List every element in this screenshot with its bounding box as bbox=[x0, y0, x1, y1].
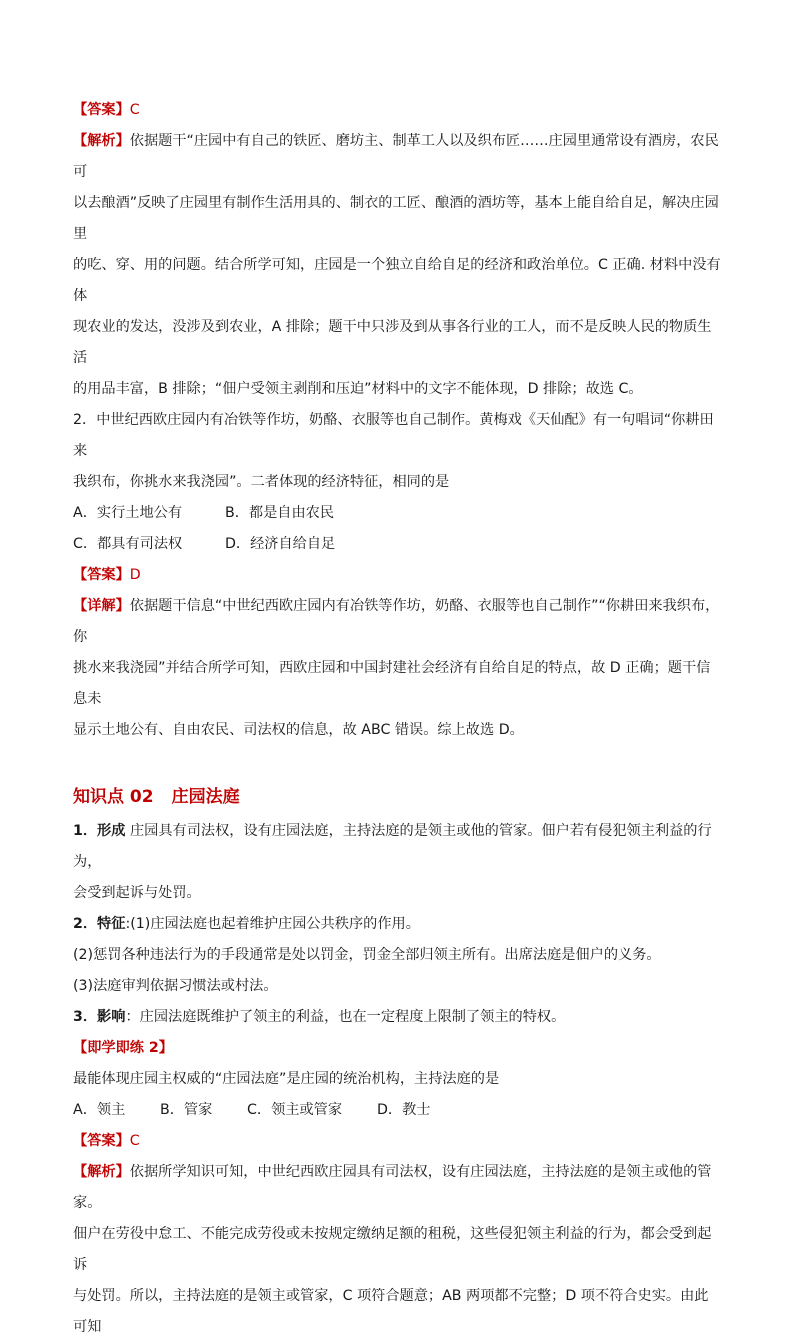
practice-tag: 【即学即练 2】 bbox=[73, 1040, 173, 1056]
practice-answer bbox=[73, 1126, 721, 1157]
point-1-label: 1．形成 bbox=[73, 823, 126, 839]
practice-option-b: B．管家 bbox=[160, 1102, 213, 1118]
q2-options-row-2 bbox=[73, 529, 721, 560]
analysis-text: 依据所学知识可知，中世纪西欧庄园具有司法权，设有庄园法庭，主持法庭的是领主或他的管家。 bbox=[73, 1164, 712, 1211]
q1-analysis-line-4: 现农业的发达，没涉及到农业，A 排除；题干中只涉及到从事各行业的工人，而不是反映人民的物质生活 bbox=[73, 319, 712, 366]
q2-option-b: B．都是自由农民 bbox=[225, 505, 335, 521]
q2-answer bbox=[73, 560, 721, 591]
answer-tag: 【答案】 bbox=[73, 567, 130, 583]
answer-tag: 【答案】 bbox=[73, 1133, 130, 1149]
point-1-text: 庄园具有司法权，设有庄园法庭，主持法庭的是领主或他的管家。佃户若有侵犯领主利益的行为， bbox=[73, 823, 712, 870]
point-3-text: ：庄园法庭既维护了领主的利益，也在一定程度上限制了领主的特权。 bbox=[125, 1009, 566, 1025]
practice-analysis-line-3: 与处罚。所以，主持法庭的是领主或管家，C 项符合题意；AB 两项都不完整；D 项不符合史实。由此可知 bbox=[73, 1288, 709, 1335]
point-2-label: 2．特征 bbox=[73, 916, 126, 932]
q1-answer bbox=[73, 95, 721, 126]
practice-stem: 最能体现庄园主权威的“庄园法庭”是庄园的统治机构，主持法庭的是 bbox=[73, 1071, 500, 1087]
q2-detail-line-3: 显示土地公有、自由农民、司法权的信息，故 ABC 错误。综上故选 D。 bbox=[73, 722, 524, 738]
practice-option-c: C．领主或管家 bbox=[247, 1102, 343, 1118]
answer-value: C bbox=[129, 102, 140, 118]
analysis-tag: 【解析】 bbox=[73, 133, 130, 149]
practice-option-a: A．领主 bbox=[73, 1102, 126, 1118]
section-number: 知识点 02 bbox=[73, 787, 154, 807]
detail-tag: 【详解】 bbox=[73, 598, 130, 614]
q2-stem-line-2: 我织布，你挑水来我浇园”。二者体现的经济特征，相同的是 bbox=[73, 474, 450, 490]
point-2-sub-3: (3)法庭审判依据习惯法或村法。 bbox=[73, 978, 278, 994]
q1-analysis-line-3: 的吃、穿、用的问题。结合所学可知，庄园是一个独立自给自足的经济和政治单位。C 正确. 材料中没有体 bbox=[73, 257, 721, 304]
section-title: 庄园法庭 bbox=[171, 787, 240, 807]
answer-value: C bbox=[129, 1133, 140, 1149]
point-3-line-1 bbox=[73, 1002, 721, 1033]
practice-option-d: D．教士 bbox=[377, 1102, 431, 1118]
point-2-sub-2: (2)惩罚各种违法行为的手段通常是处以罚金，罚金全部归领主所有。出席法庭是佃户的义务。 bbox=[73, 947, 661, 963]
point-1-line-1 bbox=[73, 816, 721, 878]
q2-options-row-1 bbox=[73, 498, 721, 529]
point-2-text: :(1)庄园法庭也起着维护庄园公共秩序的作用。 bbox=[125, 916, 420, 932]
q2-stem-line-1: 2．中世纪西欧庄园内有冶铁等作坊，奶酪、衣服等也自己制作。黄梅戏《天仙配》有一句唱词“你耕田来 bbox=[73, 412, 714, 459]
q1-analysis-line-1 bbox=[73, 126, 721, 188]
practice-options bbox=[73, 1095, 721, 1126]
q2-detail-line-2: 挑水来我浇园”并结合所学可知，西欧庄园和中国封建社会经济有自给自足的特点，故 D 正确；题干信息未 bbox=[73, 660, 711, 707]
point-1-line-2: 会受到起诉与处罚。 bbox=[73, 885, 201, 901]
answer-value: D bbox=[129, 567, 141, 583]
document-content bbox=[73, 95, 721, 1343]
q2-option-c: C．都具有司法权 bbox=[73, 536, 183, 552]
analysis-text: 依据题干“庄园中有自己的铁匠、磨坊主、制革工人以及织布匠……庄园里通常设有酒房，农民可 bbox=[73, 133, 719, 180]
analysis-tag: 【解析】 bbox=[73, 1164, 130, 1180]
q1-analysis-line-5: 的用品丰富，B 排除；“佃户受领主剥削和压迫”材料中的文字不能体现，D 排除；故选 C。 bbox=[73, 381, 643, 397]
point-2-line-1 bbox=[73, 909, 721, 940]
practice-analysis-line-2: 佃户在劳役中怠工、不能完成劳役或未按规定缴纳足额的租税，这些侵犯领主利益的行为，都会受到起诉 bbox=[73, 1226, 712, 1273]
point-3-label: 3．影响 bbox=[73, 1009, 126, 1025]
q2-detail-line-1 bbox=[73, 591, 721, 653]
practice-analysis-line-1 bbox=[73, 1157, 721, 1219]
answer-tag: 【答案】 bbox=[73, 102, 130, 118]
section-heading bbox=[73, 782, 721, 812]
detail-text: 依据题干信息“中世纪西欧庄园内有冶铁等作坊，奶酪、衣服等也自己制作”“你耕田来我织布，你 bbox=[73, 598, 720, 645]
q2-option-a: A．实行土地公有 bbox=[73, 505, 183, 521]
q2-option-d: D．经济自给自足 bbox=[225, 536, 336, 552]
q1-analysis-line-2: 以去酿酒”反映了庄园里有制作生活用具的、制衣的工匠、酿酒的酒坊等，基本上能自给自足，解决庄园里 bbox=[73, 195, 719, 242]
